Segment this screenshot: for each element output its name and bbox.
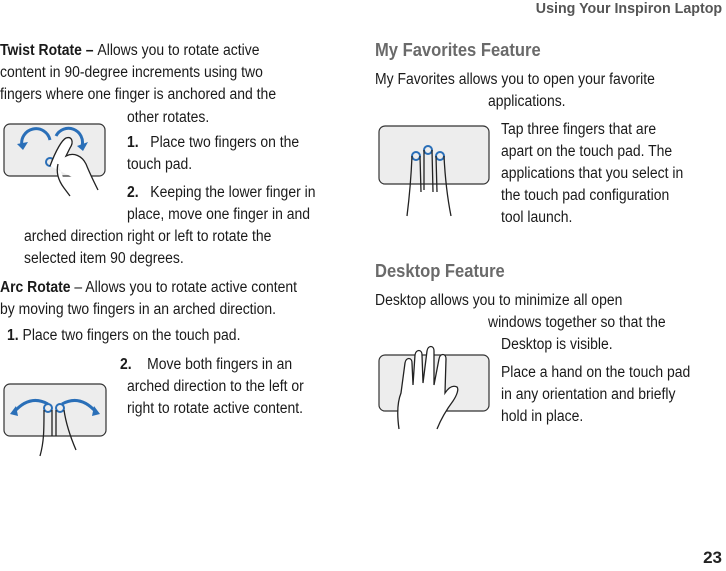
desktop-intro-3: Desktop is visible.: [501, 336, 613, 353]
favorites-heading: My Favorites Feature: [375, 40, 541, 60]
desktop-body-3: hold in place.: [501, 408, 584, 425]
favorites-body-5: tool launch.: [501, 209, 573, 226]
favorites-intro-1: My Favorites allows you to open your favorite: [375, 71, 655, 88]
twist-step-2-text-2: place, move one finger in and: [127, 206, 311, 223]
favorites-body-3: applications that you select in: [501, 165, 684, 182]
twist-rotate-text-1: Allows you to rotate active: [97, 42, 260, 59]
arc-step-2-num: 2.: [120, 356, 132, 373]
desktop-intro-1: Desktop allows you to minimize all open: [375, 292, 623, 309]
twist-rotate-line-1: [0, 40, 259, 62]
desktop-body-2: in any orientation and briefly: [501, 386, 676, 403]
arc-rotate-text-2: by moving two fingers in an arched direction.: [0, 301, 277, 318]
arc-rotate-text-1: Allows you to rotate active content: [85, 279, 297, 296]
arc-step-2-text-2: arched direction to the left or: [127, 378, 304, 395]
desktop-heading: Desktop Feature: [375, 261, 505, 281]
twist-step-2: [127, 182, 315, 204]
arc-step-2-text-3: right to rotate active content.: [127, 400, 304, 417]
twist-step-2-text-4: selected item 90 degrees.: [24, 250, 184, 267]
twist-step-1-text-2: touch pad.: [127, 156, 193, 173]
twist-rotate-term: Twist Rotate: [0, 42, 82, 59]
arc-step-1: [7, 325, 240, 347]
arc-step-1-num: 1.: [7, 327, 19, 344]
hand-on-pad-gesture-icon: [375, 345, 495, 435]
running-header: Using Your Inspiron Laptop: [535, 0, 722, 17]
twist-step-1-text-1: Place two fingers on the: [150, 134, 300, 151]
favorites-body-1: Tap three fingers that are: [501, 121, 657, 138]
arc-step-1-text: Place two fingers on the touch pad.: [22, 327, 241, 344]
desktop-intro-2: windows together so that the: [488, 314, 666, 331]
arc-rotate-line-1: [0, 277, 297, 299]
twist-rotate-dash: –: [81, 42, 98, 59]
twist-rotate-text-4: other rotates.: [127, 109, 210, 126]
page-number: 23: [703, 548, 722, 567]
twist-step-1: [127, 132, 299, 154]
arc-step-2-text-1: Move both fingers in an: [147, 356, 293, 373]
desktop-body-1: Place a hand on the touch pad: [501, 364, 691, 381]
favorites-body-4: the touch pad configuration: [501, 187, 670, 204]
three-finger-tap-gesture-icon: [375, 120, 495, 220]
twist-rotate-text-2: content in 90-degree increments using two: [0, 64, 263, 81]
arc-rotate-term: Arc Rotate: [0, 279, 71, 296]
twist-step-1-num: 1.: [127, 134, 139, 151]
twist-step-2-text-1: Keeping the lower finger in: [150, 184, 316, 201]
arc-rotate-dash: –: [70, 279, 86, 296]
arc-rotate-gesture-icon: [0, 380, 112, 462]
twist-step-2-text-3: arched direction right or left to rotate the: [24, 228, 272, 245]
twist-rotate-gesture-icon: [0, 120, 110, 200]
twist-rotate-text-3: fingers where one finger is anchored and the: [0, 86, 277, 103]
arc-step-2: [120, 354, 292, 376]
twist-step-2-num: 2.: [127, 184, 139, 201]
favorites-body-2: apart on the touch pad. The: [501, 143, 673, 160]
favorites-intro-2: applications.: [488, 93, 566, 110]
